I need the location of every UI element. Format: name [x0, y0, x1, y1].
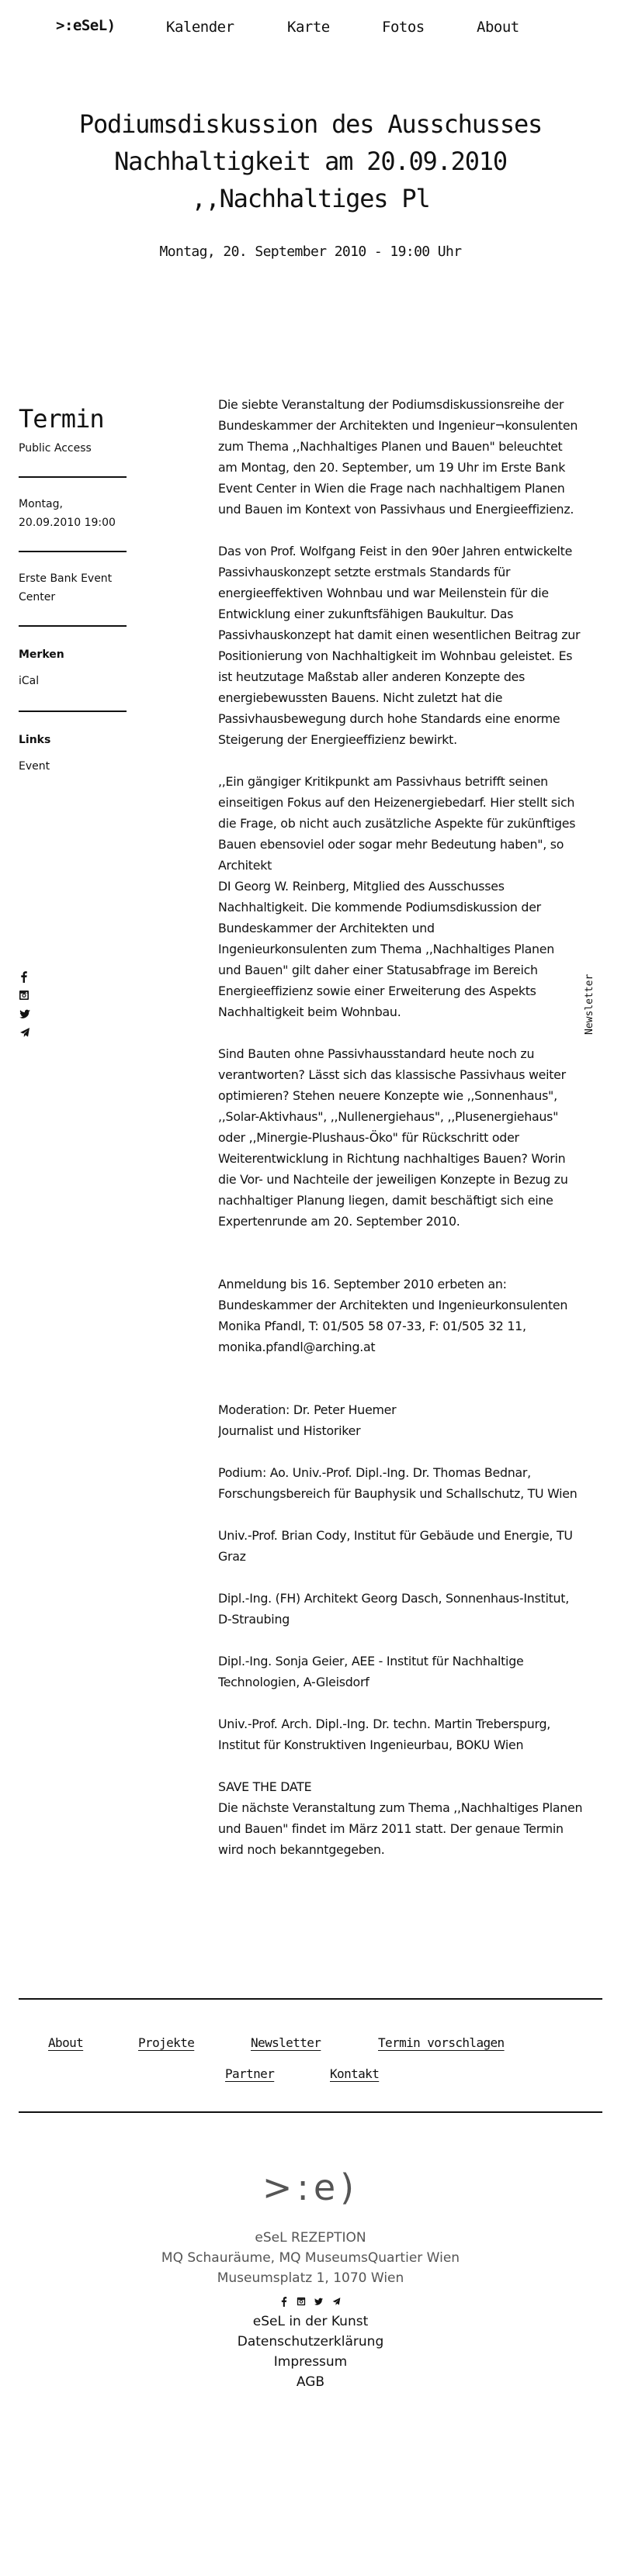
- nav-fotos[interactable]: Fotos: [382, 19, 425, 36]
- podium-member: Dipl.-Ing. (FH) Architekt Georg Dasch, Sonnenhaus-Institut, D-Straubing: [218, 1591, 569, 1627]
- footer-link-termin-vorschlagen[interactable]: Termin vorschlagen: [378, 2035, 505, 2050]
- address-line: MQ Schauräume, MQ MuseumsQuartier Wien: [161, 2250, 460, 2266]
- twitter-icon[interactable]: [314, 2296, 324, 2307]
- merken-label: Merken: [19, 648, 64, 661]
- event-datetime: Montag, 20. September 2010 - 19:00 Uhr: [159, 244, 462, 260]
- ical-link[interactable]: iCal: [19, 675, 40, 687]
- social-icons-sidebar: [19, 970, 34, 1045]
- footer-navigation: [0, 2024, 621, 2087]
- instagram-icon[interactable]: [297, 2296, 306, 2307]
- event-date-line: 20.09.2010 19:00: [19, 517, 116, 529]
- paragraph: Die siebte Veranstaltung der Podiumsdiskussionsreihe der Bundeskammer der Architekten und Ingenieur¬konsulenten zum Thema ,,Nachhaltiges Planen und Bauen" beleuchtet am Montag, den 20. September, um 19 Uhr im Erste Bank Event Center in Wien die Frage nach nachhaltigem Planen und Bauen im Kontext von Passivhaus und Energieeffizienz.: [218, 397, 578, 517]
- event-venue: Erste Bank Event Center: [19, 572, 113, 603]
- save-the-date: SAVE THE DATE Die nächste Veranstaltung zum Thema ,,Nachhaltiges Planen und Bauen" findet im März 2011 statt. Der genaue Termin wird noch bekanntgegeben.: [218, 1779, 583, 1857]
- divider: [19, 476, 127, 478]
- paragraph: Das von Prof. Wolfgang Feist in den 90er Jahren entwickelte Passivhauskonzept setzte erstmals Standards für energieeffektiven Wohnbau und war Meilenstein für die Entwicklung einer zukunftsfähigen Baukultur. Das Passivhauskonzept hat damit einen wesentlichen Beitrag zur Positionierung von Nachhaltigkeit im Wohnbau geleistet. Es ist heutzutage Maßstab aller anderen Konzepte des energiebewussten Bauens. Nicht zuletzt hat die Passivhausbewegung durch hohe Standards eine enorme Steigerung der Energieeffizienz bewirkt.: [218, 544, 581, 747]
- address-line: Museumsplatz 1, 1070 Wien: [217, 2270, 404, 2286]
- nav-karte[interactable]: Karte: [287, 19, 330, 36]
- title-line: ,,Nachhaltiges Pl: [191, 184, 430, 213]
- podium-member: Univ.-Prof. Arch. Dipl.-Ing. Dr. techn. Martin Treberspurg, Institut für Konstruktiven Ingenieurbau, BOKU Wien: [218, 1717, 551, 1752]
- footer-logo[interactable]: >:e): [262, 2166, 359, 2208]
- footer-link-kontakt[interactable]: Kontakt: [330, 2066, 380, 2081]
- telegram-icon[interactable]: [331, 2296, 342, 2307]
- footer-link-esel-in-der-kunst[interactable]: eSeL in der Kunst: [252, 2314, 369, 2329]
- podium-member: Dipl.-Ing. Sonja Geier, AEE - Institut für Nachhaltige Technologien, A-Gleisdorf: [218, 1654, 524, 1689]
- links-label: Links: [19, 734, 51, 746]
- event-sidebar: [19, 405, 127, 776]
- sidebar-heading: Termin: [19, 404, 104, 434]
- moderation-info: Moderation: Dr. Peter Huemer Journalist und Historiker: [218, 1402, 397, 1438]
- site-footer: [0, 2164, 621, 2392]
- newsletter-tab-label: Newsletter: [584, 973, 595, 1035]
- telegram-icon[interactable]: [19, 1026, 34, 1045]
- page-title: [31, 105, 590, 217]
- footer-link-newsletter[interactable]: Newsletter: [251, 2035, 321, 2050]
- nav-kalender[interactable]: Kalender: [166, 19, 234, 36]
- paragraph: ,,Ein gängiger Kritikpunkt am Passivhaus betrifft seinen einseitigen Fokus auf den Heizenergiebedarf. Hier stellt sich die Frage, ob nicht auch zusätzliche Aspekte für zukünftiges Bauen ebensoviel oder sogar mehr Bedeutung haben", so Architekt: [218, 774, 576, 873]
- divider: [19, 551, 127, 552]
- top-navigation: [0, 17, 621, 40]
- event-description: [218, 394, 583, 1881]
- registration-info: Anmeldung bis 16. September 2010 erbeten an: Bundeskammer der Architekten und Ingenieurkonsulenten Monika Pfandl, T: 01/505 58 07-33, F: 01/505 32 11, monika.pfandl@arching.at: [218, 1277, 568, 1354]
- footer-links: [0, 2311, 621, 2392]
- footer-link-impressum[interactable]: Impressum: [273, 2354, 348, 2370]
- footer-address: [0, 2228, 621, 2288]
- event-header: [31, 105, 590, 260]
- facebook-icon[interactable]: [279, 2296, 289, 2307]
- twitter-icon[interactable]: [19, 1008, 34, 1026]
- footer-link-about[interactable]: About: [48, 2035, 84, 2050]
- divider: [19, 711, 127, 712]
- divider: [19, 625, 127, 627]
- instagram-icon[interactable]: [19, 989, 34, 1008]
- title-line: Nachhaltigkeit am 20.09.2010: [114, 147, 507, 176]
- event-date-line: Montag,: [19, 498, 63, 510]
- footer-social-icons: [0, 2296, 621, 2307]
- nav-about[interactable]: About: [477, 19, 519, 36]
- site-logo[interactable]: >:eSeL): [56, 17, 116, 34]
- paragraph: DI Georg W. Reinberg, Mitglied des Ausschusses Nachhaltigkeit. Die kommende Podiumsdiskussion der Bundeskammer der Architekten und Ingenieurkonsulenten zum Thema ,,Nachhaltiges Planen und Bauen" gilt daher einer Statusabfrage im Bereich Energieeffizienz sowie einer Erweiterung des Aspekts Nachhaltigkeit beim Wohnbau.: [218, 879, 555, 1019]
- title-line: Podiumsdiskussion des Ausschusses: [78, 109, 543, 139]
- facebook-icon[interactable]: [19, 970, 34, 989]
- event-link[interactable]: Event: [19, 760, 50, 773]
- access-label: Public Access: [19, 442, 92, 455]
- footer-divider-bottom: [19, 2111, 602, 2113]
- paragraph: Sind Bauten ohne Passivhausstandard heute noch zu verantworten? Lässt sich das klassische Passivhaus weiter optimieren? Stehen neuere Konzepte wie ,,Sonnenhaus", ,,Solar-Aktivhaus", ,,Nullenergiehaus", ,,Plusenergiehaus" oder ,,Minergie-Plushaus-Öko" für Rückschritt oder Weiterentwicklung in Richtung nachhaltiges Bauen? Worin die Vor- und Nachteile der jeweiligen Konzepte in Bezug zu nachhaltiger Planung liegen, damit beschäftigt sich eine Expertenrunde am 20. September 2010.: [218, 1046, 568, 1229]
- footer-link-partner[interactable]: Partner: [225, 2066, 275, 2081]
- podium-member: Univ.-Prof. Brian Cody, Institut für Gebäude und Energie, TU Graz: [218, 1528, 573, 1564]
- event-date: [19, 495, 127, 532]
- footer-link-agb[interactable]: AGB: [296, 2374, 325, 2390]
- podium-member: Podium: Ao. Univ.-Prof. Dipl.-Ing. Dr. Thomas Bednar, Forschungsbereich für Bauphysik und Schallschutz, TU Wien: [218, 1465, 578, 1501]
- footer-link-projekte[interactable]: Projekte: [138, 2035, 195, 2050]
- footer-link-datenschutz[interactable]: Datenschutzerklärung: [237, 2334, 384, 2350]
- address-line: eSeL REZEPTION: [255, 2230, 366, 2246]
- footer-divider-top: [19, 1998, 602, 2000]
